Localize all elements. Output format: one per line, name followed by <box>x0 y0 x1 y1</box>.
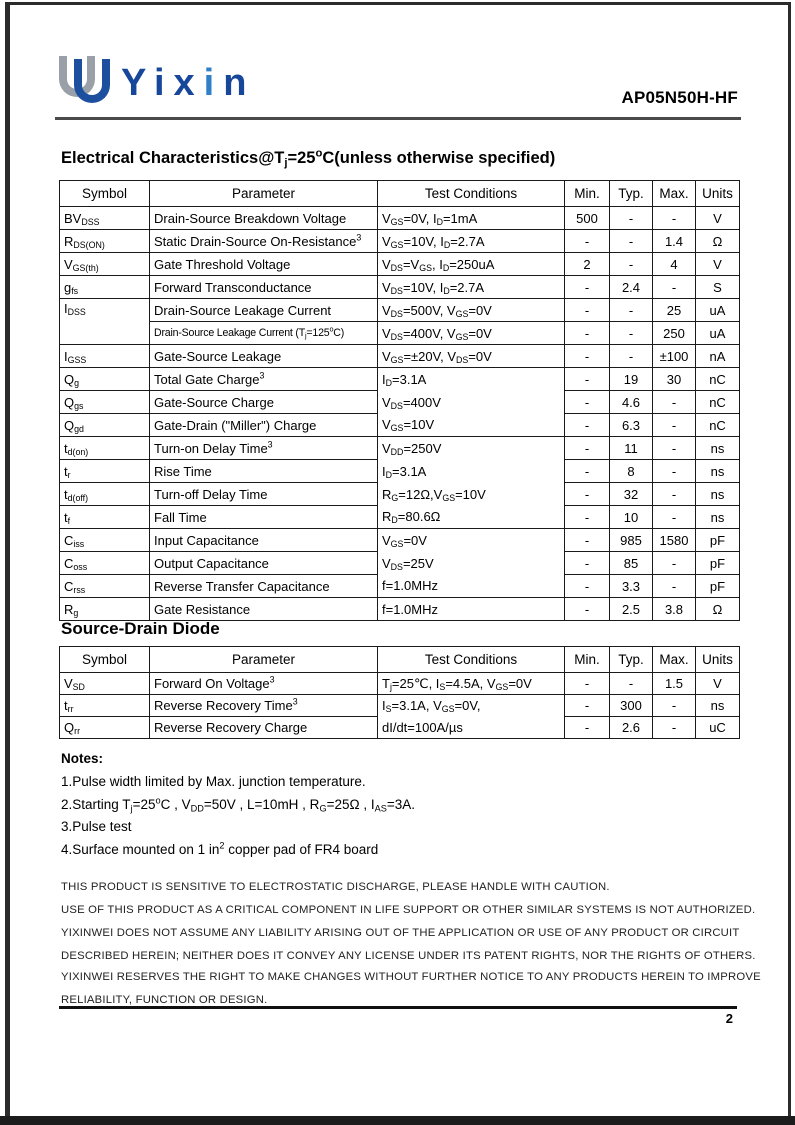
test-conditions-cell: $I_S=3.1A$, $V_{GS}=0V$, <box>378 695 565 717</box>
max-cell: - <box>653 276 696 299</box>
units-cell: uA <box>696 322 740 345</box>
typ-cell: 2.4 <box>610 276 653 299</box>
min-cell: - <box>565 299 610 322</box>
max-cell: - <box>653 414 696 437</box>
test-conditions-cell: $V_{DS}=V_{GS}$, $I_D=250uA$ <box>378 253 565 276</box>
test-conditions-cell: f=1.0MHz <box>378 575 565 598</box>
max-cell: 1580 <box>653 529 696 552</box>
table-row <box>60 230 740 253</box>
typ-cell: - <box>610 230 653 253</box>
max-cell: - <box>653 506 696 529</box>
units-cell: uA <box>696 299 740 322</box>
units-cell: pF <box>696 575 740 598</box>
symbol-cell: $I_{DSS}$ <box>60 299 150 345</box>
max-cell: 30 <box>653 368 696 391</box>
min-cell: - <box>565 506 610 529</box>
logo-u-inner <box>74 59 110 103</box>
disclaimer-line: DESCRIBED HEREIN; NEITHER DOES IT CONVEY ANY LICENSE UNDER ITS PATENT RIGHTS, NOR THE RIGHTS OF OTHERS. <box>61 950 756 962</box>
logo-u-icon <box>59 56 115 114</box>
units-cell: ns <box>696 483 740 506</box>
parameter-cell: Fall Time <box>150 506 378 529</box>
test-conditions-cell: $V_{GS}=0V$ <box>378 529 565 552</box>
note-item: 3.Pulse test <box>61 819 132 834</box>
symbol-cell: $Q_{rr}$ <box>60 717 150 739</box>
footer-divider <box>59 1006 737 1009</box>
max-cell: - <box>653 483 696 506</box>
test-conditions-cell: dI/dt=100A/µs <box>378 717 565 739</box>
units-cell: pF <box>696 552 740 575</box>
units-cell: nC <box>696 391 740 414</box>
units-cell: ns <box>696 437 740 460</box>
column-header: Min. <box>565 647 610 673</box>
units-cell: ns <box>696 695 740 717</box>
units-cell: uC <box>696 717 740 739</box>
notes-list <box>61 771 415 861</box>
table-row <box>60 322 740 345</box>
max-cell: 250 <box>653 322 696 345</box>
max-cell: - <box>653 717 696 739</box>
parameter-cell: Gate-Source Charge <box>150 391 378 414</box>
units-cell: V <box>696 673 740 695</box>
brand-letter: n <box>223 62 256 104</box>
max-cell: 3.8 <box>653 598 696 621</box>
table-row <box>60 598 740 621</box>
parameter-cell: Static Drain-Source On-Resistance$^3$ <box>150 230 378 253</box>
symbol-cell: $I_{GSS}$ <box>60 345 150 368</box>
parameter-cell: Turn-off Delay Time <box>150 483 378 506</box>
test-conditions-cell: $T_j=25℃$, $I_S=4.5A$, $V_{GS}=0V$ <box>378 673 565 695</box>
symbol-cell: $BV_{DSS}$ <box>60 207 150 230</box>
typ-cell: 985 <box>610 529 653 552</box>
table-row <box>60 345 740 368</box>
symbol-cell: $g_{fs}$ <box>60 276 150 299</box>
test-conditions-cell: $I_D=3.1A$ <box>378 368 565 391</box>
table-row <box>60 414 740 437</box>
disclaimer-line: RELIABILITY, FUNCTION OR DESIGN. <box>61 994 268 1006</box>
min-cell: - <box>565 483 610 506</box>
electrical-characteristics-title: Electrical $Characteristics@T_j=25^oC(unless$ otherwise specified) <box>61 147 556 169</box>
test-conditions-cell: $V_{DS}=400V$ <box>378 391 565 414</box>
symbol-cell: $R_{DS(ON)}$ <box>60 230 150 253</box>
brand-logo <box>59 56 255 114</box>
page-border-top <box>5 2 791 5</box>
parameter-cell: Gate Resistance <box>150 598 378 621</box>
min-cell: - <box>565 552 610 575</box>
notes-title: Notes: <box>61 751 104 766</box>
min-cell: - <box>565 598 610 621</box>
symbol-cell: $Q_g$ <box>60 368 150 391</box>
units-cell: ns <box>696 460 740 483</box>
table-header-row <box>60 647 740 673</box>
typ-cell: 2.6 <box>610 717 653 739</box>
column-header: Symbol <box>60 181 150 207</box>
brand-letter: x <box>173 62 204 104</box>
min-cell: - <box>565 575 610 598</box>
typ-cell: - <box>610 322 653 345</box>
note-item: 2.Starting $T_j=25^oC$ , $V_{DD}=50V$ , L=10mH , $R_G=25\Omega$ , $I_{AS}=3A$. <box>61 795 415 813</box>
typ-cell: 8 <box>610 460 653 483</box>
parameter-cell: Drain-Source Breakdown Voltage <box>150 207 378 230</box>
symbol-cell: $C_{rss}$ <box>60 575 150 598</box>
column-header: Typ. <box>610 181 653 207</box>
page-border-left <box>5 2 10 1118</box>
symbol-cell: $t_r$ <box>60 460 150 483</box>
parameter-cell: Total Gate Charge$^3$ <box>150 368 378 391</box>
max-cell: 1.5 <box>653 673 696 695</box>
column-header: Max. <box>653 181 696 207</box>
column-header: Typ. <box>610 647 653 673</box>
units-cell: nC <box>696 414 740 437</box>
column-header: Units <box>696 647 740 673</box>
typ-cell: - <box>610 345 653 368</box>
table-row <box>60 368 740 391</box>
source-drain-diode-table <box>59 646 740 739</box>
parameter-cell: Drain-Source Leakage Current $(T_j=125^oC)$ <box>150 322 378 345</box>
parameter-cell: Gate-Source Leakage <box>150 345 378 368</box>
min-cell: - <box>565 460 610 483</box>
symbol-cell: $V_{GS(th)}$ <box>60 253 150 276</box>
parameter-cell: Reverse Transfer Capacitance <box>150 575 378 598</box>
symbol-cell: $Q_{gd}$ <box>60 414 150 437</box>
test-conditions-cell: $V_{GS}=10V$ <box>378 414 565 437</box>
table-row <box>60 299 740 322</box>
disclaimer-line: YIXINWEI RESERVES THE RIGHT TO MAKE CHANGES WITHOUT FURTHER NOTICE TO ANY PRODUCTS HEREIN TO IMPROVE <box>61 971 761 983</box>
min-cell: - <box>565 673 610 695</box>
typ-cell: 11 <box>610 437 653 460</box>
max-cell: - <box>653 207 696 230</box>
parameter-cell: Turn-on Delay Time$^3$ <box>150 437 378 460</box>
disclaimer-line: USE OF THIS PRODUCT AS A CRITICAL COMPONENT IN LIFE SUPPORT OR OTHER SIMILAR SYSTEMS IS NOT AUTHORIZED. <box>61 904 756 916</box>
typ-cell: - <box>610 207 653 230</box>
max-cell: ±100 <box>653 345 696 368</box>
table-row <box>60 391 740 414</box>
parameter-cell: Gate Threshold Voltage <box>150 253 378 276</box>
min-cell: - <box>565 230 610 253</box>
table-row <box>60 460 740 483</box>
page-number: 2 <box>725 1011 733 1026</box>
parameter-cell: Gate-Drain ("Miller") Charge <box>150 414 378 437</box>
test-conditions-cell: $V_{GS}=0V$, $I_D=1mA$ <box>378 207 565 230</box>
max-cell: - <box>653 437 696 460</box>
parameter-cell: Reverse Recovery Charge <box>150 717 378 739</box>
max-cell: 25 <box>653 299 696 322</box>
symbol-cell: $t_{d(on)}$ <box>60 437 150 460</box>
esd-disclaimer <box>61 876 756 968</box>
source-drain-diode-title: Source-Drain Diode <box>61 619 220 638</box>
test-conditions-cell: $R_G=12\Omega,V_{GS}=10V$ <box>378 483 565 506</box>
symbol-cell: $C_{oss}$ <box>60 552 150 575</box>
header-divider <box>55 117 741 120</box>
units-cell: S <box>696 276 740 299</box>
typ-cell: 300 <box>610 695 653 717</box>
typ-cell: 4.6 <box>610 391 653 414</box>
page-border-right <box>788 2 791 1118</box>
brand-letter: i <box>153 62 174 104</box>
min-cell: - <box>565 695 610 717</box>
brand-letter: Y <box>121 62 154 104</box>
table-header-row <box>60 181 740 207</box>
column-header: Units <box>696 181 740 207</box>
brand-wordmark <box>121 56 255 110</box>
parameter-cell: Forward On Voltage$^3$ <box>150 673 378 695</box>
table-row <box>60 253 740 276</box>
test-conditions-cell: $R_D=80.6\Omega$ <box>378 506 565 529</box>
max-cell: - <box>653 575 696 598</box>
units-cell: nA <box>696 345 740 368</box>
parameter-cell: Output Capacitance <box>150 552 378 575</box>
column-header: Max. <box>653 647 696 673</box>
column-header: Test Conditions <box>378 181 565 207</box>
max-cell: - <box>653 460 696 483</box>
table-row <box>60 695 740 717</box>
symbol-cell: $t_{rr}$ <box>60 695 150 717</box>
table-row <box>60 717 740 739</box>
typ-cell: 3.3 <box>610 575 653 598</box>
units-cell: Ω <box>696 230 740 253</box>
table-row <box>60 207 740 230</box>
typ-cell: - <box>610 253 653 276</box>
min-cell: - <box>565 529 610 552</box>
min-cell: - <box>565 414 610 437</box>
typ-cell: 32 <box>610 483 653 506</box>
symbol-cell: $C_{iss}$ <box>60 529 150 552</box>
max-cell: - <box>653 552 696 575</box>
test-conditions-cell: $V_{GS}=\pm 20V$, $V_{DS}=0V$ <box>378 345 565 368</box>
min-cell: 2 <box>565 253 610 276</box>
test-conditions-cell: $V_{DS}=10V$, $I_D=2.7A$ <box>378 276 565 299</box>
symbol-cell: $V_{SD}$ <box>60 673 150 695</box>
test-conditions-cell: f=1.0MHz <box>378 598 565 621</box>
typ-cell: - <box>610 673 653 695</box>
table-row <box>60 437 740 460</box>
note-item: 1.Pulse width limited by Max. junction temperature. <box>61 774 366 789</box>
units-cell: ns <box>696 506 740 529</box>
units-cell: Ω <box>696 598 740 621</box>
test-conditions-cell: $V_{GS}=10V$, $I_D=2.7A$ <box>378 230 565 253</box>
max-cell: - <box>653 695 696 717</box>
table-row <box>60 575 740 598</box>
units-cell: pF <box>696 529 740 552</box>
part-number: AP05N50H-HF <box>621 88 738 107</box>
page-border-bottom <box>0 1116 795 1125</box>
symbol-cell: $Q_{gs}$ <box>60 391 150 414</box>
symbol-cell: $t_{d(off)}$ <box>60 483 150 506</box>
column-header: Parameter <box>150 647 378 673</box>
min-cell: - <box>565 437 610 460</box>
typ-cell: 19 <box>610 368 653 391</box>
parameter-cell: Drain-Source Leakage Current <box>150 299 378 322</box>
min-cell: - <box>565 322 610 345</box>
test-conditions-cell: $V_{DS}=400V$, $V_{GS}=0V$ <box>378 322 565 345</box>
note-item: 4.Surface mounted on 1 $in^2$ copper pad of FR4 board <box>61 840 379 857</box>
test-conditions-cell: $V_{DD}=250V$ <box>378 437 565 460</box>
table-row <box>60 529 740 552</box>
typ-cell: 85 <box>610 552 653 575</box>
units-cell: V <box>696 253 740 276</box>
min-cell: - <box>565 276 610 299</box>
min-cell: - <box>565 717 610 739</box>
test-conditions-cell: $V_{DS}=25V$ <box>378 552 565 575</box>
symbol-cell: $t_f$ <box>60 506 150 529</box>
min-cell: - <box>565 368 610 391</box>
column-header: Parameter <box>150 181 378 207</box>
parameter-cell: Input Capacitance <box>150 529 378 552</box>
test-conditions-cell: $I_D=3.1A$ <box>378 460 565 483</box>
test-conditions-cell: $V_{DS}=500V$, $V_{GS}=0V$ <box>378 299 565 322</box>
units-cell: V <box>696 207 740 230</box>
brand-letter: i <box>203 62 224 104</box>
typ-cell: 2.5 <box>610 598 653 621</box>
parameter-cell: Forward Transconductance <box>150 276 378 299</box>
column-header: Test Conditions <box>378 647 565 673</box>
table-row <box>60 506 740 529</box>
column-header: Min. <box>565 181 610 207</box>
table-row <box>60 552 740 575</box>
parameter-cell: Rise Time <box>150 460 378 483</box>
parameter-cell: Reverse Recovery Time$^3$ <box>150 695 378 717</box>
table-row <box>60 483 740 506</box>
electrical-characteristics-table <box>59 180 740 621</box>
disclaimer-line: YIXINWEI DOES NOT ASSUME ANY LIABILITY ARISING OUT OF THE APPLICATION OR USE OF ANY PRODUCT OR CIRCUIT <box>61 927 740 939</box>
disclaimer-line: THIS PRODUCT IS SENSITIVE TO ELECTROSTATIC DISCHARGE, PLEASE HANDLE WITH CAUTION. <box>61 881 610 893</box>
table-row <box>60 276 740 299</box>
min-cell: - <box>565 345 610 368</box>
max-cell: 4 <box>653 253 696 276</box>
typ-cell: - <box>610 299 653 322</box>
column-header: Symbol <box>60 647 150 673</box>
max-cell: - <box>653 391 696 414</box>
typ-cell: 6.3 <box>610 414 653 437</box>
min-cell: - <box>565 391 610 414</box>
max-cell: 1.4 <box>653 230 696 253</box>
units-cell: nC <box>696 368 740 391</box>
min-cell: 500 <box>565 207 610 230</box>
typ-cell: 10 <box>610 506 653 529</box>
symbol-cell: $R_g$ <box>60 598 150 621</box>
table-row <box>60 673 740 695</box>
